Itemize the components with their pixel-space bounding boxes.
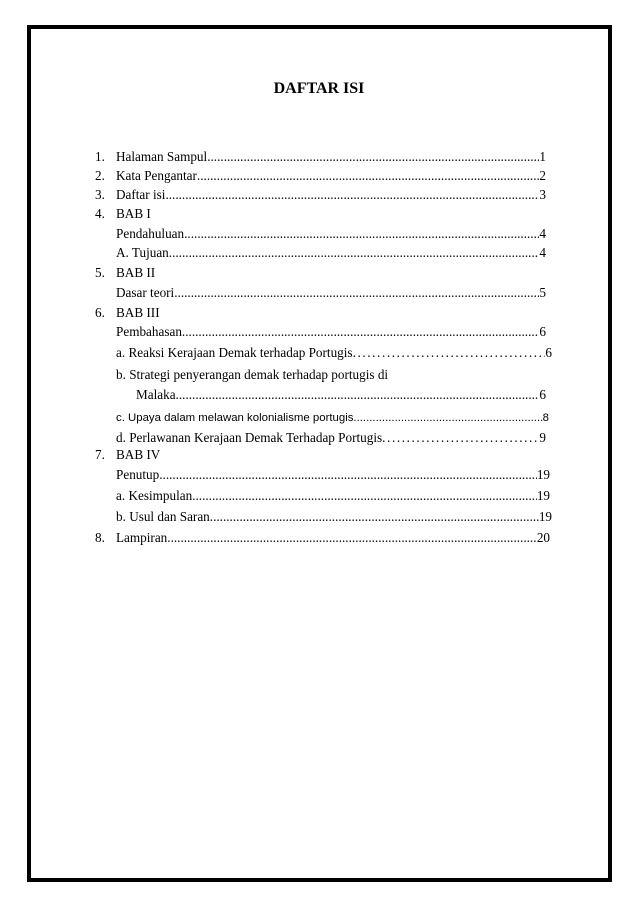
dot-leader <box>184 225 539 243</box>
toc-entry-page: 6 <box>545 345 552 360</box>
item-number: 6. <box>95 305 105 320</box>
toc-heading-label: BAB II <box>116 265 156 280</box>
dot-leader <box>210 508 539 526</box>
dot-leader <box>353 344 546 362</box>
toc-entry-label: Pembahasan <box>116 324 182 339</box>
toc-entry-label: A. Tujuan <box>116 245 169 260</box>
toc-entry-label: Malaka <box>136 387 176 402</box>
toc-heading-label: BAB IV <box>116 447 161 462</box>
toc-heading-label: BAB I <box>116 206 151 221</box>
toc-entry-label: Daftar isi <box>116 187 166 202</box>
toc-entry-lampiran <box>116 529 550 547</box>
item-number: 4. <box>95 206 105 221</box>
toc-heading-label: BAB III <box>116 305 160 320</box>
toc-entry-pendahuluan <box>116 225 546 243</box>
toc-entry-label: a. Reaksi Kerajaan Demak terhadap Portugis <box>116 345 353 360</box>
item-number: 1. <box>95 149 105 164</box>
toc-entry-strategi-line2 <box>136 386 546 404</box>
toc-entry-daftar-isi <box>116 186 546 204</box>
toc-entry-upaya <box>116 409 549 427</box>
toc-entry-label: c. Upaya dalam melawan kolonialisme portugis <box>116 412 354 424</box>
toc-entry-label: Halaman Sampul <box>116 149 208 164</box>
toc-entry-label: Kata Pengantar <box>116 168 197 183</box>
toc-entry-usul-saran <box>116 508 552 526</box>
toc-entry-page: 19 <box>538 509 552 524</box>
toc-entry-page: 1 <box>539 149 546 164</box>
item-number: 7. <box>95 447 105 462</box>
dot-leader <box>207 148 539 166</box>
toc-entry-page: 20 <box>536 530 550 545</box>
item-number: 3. <box>95 187 105 202</box>
toc-entry-strategi-line1 <box>116 366 552 384</box>
toc-entry-label: Penutup <box>116 467 160 482</box>
toc-entry-page: 3 <box>539 187 546 202</box>
dot-leader <box>176 386 540 404</box>
dot-leader <box>167 529 537 547</box>
toc-heading-bab-1 <box>116 205 546 223</box>
toc-entry-pembahasan <box>116 323 546 341</box>
toc-entry-penutup <box>116 466 550 484</box>
toc-entry-page: 6 <box>539 324 546 339</box>
toc-entry-label: Pendahuluan <box>116 226 185 241</box>
toc-heading-bab-2 <box>116 264 546 282</box>
toc-entry-kesimpulan <box>116 487 550 505</box>
item-number: 8. <box>95 530 105 545</box>
item-number: 2. <box>95 168 105 183</box>
toc-entry-label: a. Kesimpulan <box>116 488 193 503</box>
toc-entry-page: 6 <box>539 387 546 402</box>
toc-entry-page: 4 <box>539 226 546 241</box>
dot-leader <box>169 244 540 262</box>
toc-entry-page: 19 <box>536 488 550 503</box>
toc-entry-label: b. Strategi penyerangan demak terhadap portugis di <box>116 367 389 382</box>
toc-entry-perlawanan <box>116 429 546 447</box>
dot-leader <box>182 323 539 341</box>
toc-entry-halaman-sampul <box>116 148 546 166</box>
toc-heading-bab-3 <box>116 304 546 322</box>
toc-entry-label: b. Usul dan Saran <box>116 509 210 524</box>
toc-entry-page: 8 <box>542 412 549 424</box>
toc-entry-page: 19 <box>536 467 550 482</box>
toc-entry-tujuan <box>116 244 546 262</box>
toc-entry-label: Dasar teori <box>116 285 175 300</box>
dot-leader <box>174 284 539 302</box>
toc-entry-label: d. Perlawanan Kerajaan Demak Terhadap Portugis <box>116 430 383 445</box>
toc-entry-page: 5 <box>539 285 546 300</box>
toc-entry-page: 9 <box>539 430 546 445</box>
dot-leader <box>382 429 539 447</box>
toc-entry-page: 4 <box>539 245 546 260</box>
toc-entry-label: Lampiran <box>116 530 168 545</box>
toc-entry-reaksi-kerajaan <box>116 344 552 362</box>
toc-entry-dasar-teori <box>116 284 546 302</box>
item-number: 5. <box>95 265 105 280</box>
dot-leader <box>197 167 539 185</box>
dot-leader <box>192 487 537 505</box>
toc-heading-bab-4 <box>116 446 546 464</box>
toc-entry-kata-pengantar <box>116 167 546 185</box>
dot-leader <box>353 409 542 427</box>
dot-leader <box>159 466 537 484</box>
page-title: DAFTAR ISI <box>273 80 365 97</box>
dot-leader <box>165 186 539 204</box>
toc-entry-page: 2 <box>539 168 546 183</box>
